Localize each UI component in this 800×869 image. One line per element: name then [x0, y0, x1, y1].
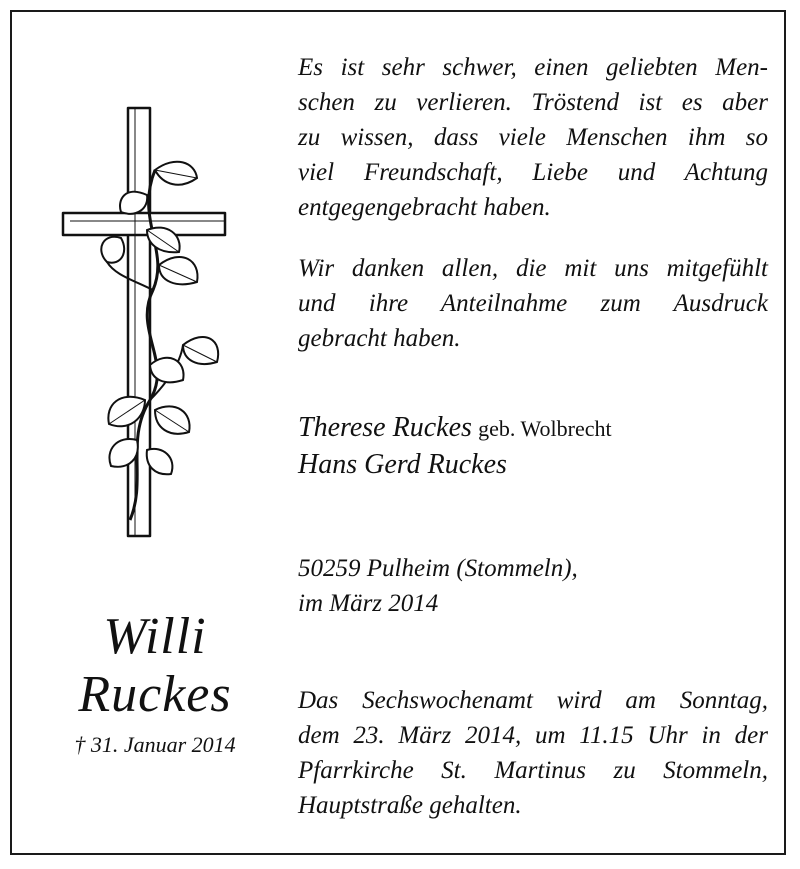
signer-maiden-name: geb. Wolbrecht	[478, 416, 612, 441]
deceased-block	[40, 608, 270, 758]
intro-paragraph	[298, 50, 768, 225]
intro-line: schen zu verlieren. Tröstend ist es aber	[298, 89, 768, 116]
deceased-first-name: Willi	[103, 608, 207, 665]
intro-line: entgegengebracht haben.	[298, 194, 551, 221]
signer-name: Therese Ruckes	[298, 412, 472, 443]
thanks-line: und ihre Anteilnahme zum Ausdruck	[298, 290, 768, 317]
service-paragraph	[298, 683, 768, 823]
deceased-last-name: Ruckes	[78, 666, 232, 723]
service-line: Das Sechswochenamt wird am Sonntag,	[298, 687, 768, 714]
death-date: † 31. Januar 2014	[74, 732, 236, 757]
service-line: Hauptstraße gehalten.	[298, 792, 522, 819]
intro-line: Es ist sehr schwer, einen geliebten Men-	[298, 54, 768, 81]
place-date-block	[298, 551, 768, 621]
thanks-line: Wir danken allen, die mit uns mitgefühlt	[298, 255, 768, 282]
service-line: dem 23. März 2014, um 11.15 Uhr in der	[298, 722, 768, 749]
signers-block	[298, 410, 768, 484]
service-line: Pfarrkirche St. Martinus zu Stommeln,	[298, 757, 768, 784]
place-location: 50259 Pulheim (Stommeln),	[298, 555, 578, 582]
signer-entry	[298, 447, 768, 484]
signer-name: Hans Gerd Ruckes	[298, 449, 507, 480]
place-date: im März 2014	[298, 590, 439, 617]
intro-line: zu wissen, dass viele Menschen ihm so	[298, 124, 768, 151]
signer-entry	[298, 410, 768, 447]
thanks-paragraph	[298, 251, 768, 356]
intro-line: viel Freundschaft, Liebe und Achtung	[298, 159, 768, 186]
thanks-line: gebracht haben.	[298, 325, 461, 352]
cross-with-vine-icon	[55, 100, 245, 545]
